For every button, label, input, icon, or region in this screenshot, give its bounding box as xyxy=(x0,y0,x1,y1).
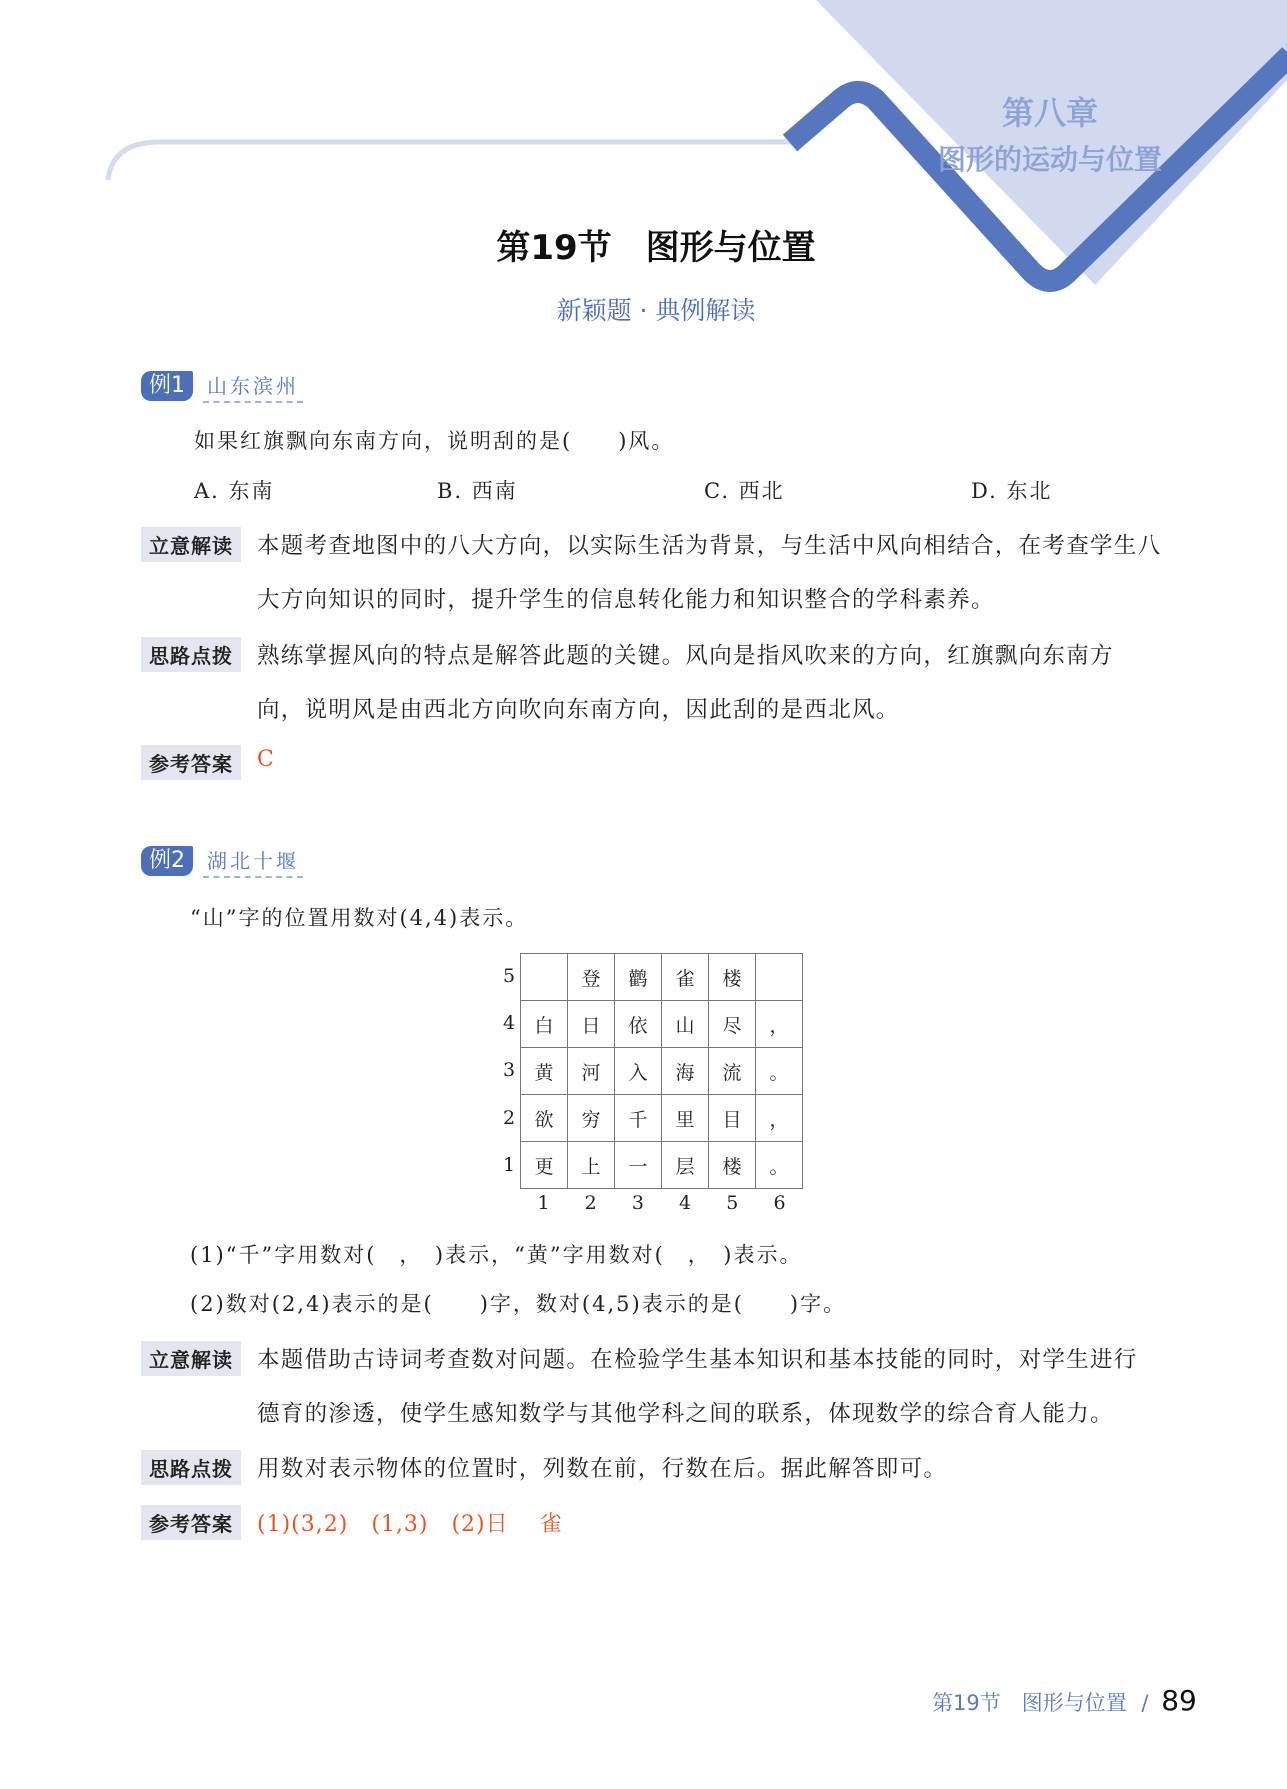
grid-cell: 千 xyxy=(615,1095,662,1142)
grid-cell: 雀 xyxy=(662,954,709,1001)
grid-cell: 上 xyxy=(568,1142,615,1189)
question: 如果红旗飘向东南方向，说明刮的是( )风。 xyxy=(194,429,675,453)
example-label: 例2 xyxy=(141,846,193,876)
hint-tag: 思路点拨 xyxy=(141,1450,241,1485)
intent-text: 德育的渗透，使学生感知数学与其他学科之间的联系，体现数学的综合育人能力。 xyxy=(257,1401,1114,1427)
grid-row xyxy=(521,1095,803,1142)
footer-separator: / xyxy=(1141,1691,1149,1715)
col-label: 6 xyxy=(773,1192,786,1214)
grid-cell: 层 xyxy=(662,1142,709,1189)
intent-tag: 立意解读 xyxy=(141,1341,241,1376)
example1-header xyxy=(141,371,303,401)
col-label: 4 xyxy=(679,1192,692,1214)
hint-text: 熟练掌握风向的特点是解答此题的关键。风向是指风吹来的方向，红旗飘向东南方 xyxy=(257,643,1114,669)
grid-row xyxy=(521,954,803,1001)
option-b: B. 西南 xyxy=(437,479,518,503)
grid-cell: 日 xyxy=(568,1001,615,1048)
col-label: 3 xyxy=(631,1192,644,1214)
example-label: 例1 xyxy=(141,371,193,401)
row-label: 5 xyxy=(503,965,516,987)
intent-text: 大方向知识的同时，提升学生的信息转化能力和知识整合的学科素养。 xyxy=(257,587,995,613)
row-label: 4 xyxy=(503,1012,516,1035)
poem-grid xyxy=(520,953,803,1189)
col-label: 2 xyxy=(584,1192,597,1214)
section-subtitle: 新颖题 · 典例解读 xyxy=(556,296,756,325)
grid-cell: 楼 xyxy=(709,954,756,1001)
grid-cell: 流 xyxy=(709,1048,756,1095)
grid-cell: 穷 xyxy=(568,1095,615,1142)
grid-cell: 依 xyxy=(615,1001,662,1048)
hint-text: 向，说明风是由西北方向吹向东南方向，因此刮的是西北风。 xyxy=(257,697,900,723)
page-footer xyxy=(932,1684,1197,1717)
grid-cell: 楼 xyxy=(709,1142,756,1189)
option-c: C. 西北 xyxy=(704,479,785,503)
grid-cell: 河 xyxy=(568,1048,615,1095)
question-1: (1)“千”字用数对( ， )表示，“黄”字用数对( ， )表示。 xyxy=(190,1243,803,1267)
example2-header xyxy=(141,846,303,876)
answer-text: (1)(3,2) (1,3) (2)日 雀 xyxy=(257,1512,563,1537)
grid-cell: 。 xyxy=(756,1048,803,1095)
answer-tag: 参考答案 xyxy=(141,745,241,780)
question-2: (2)数对(2,4)表示的是( )字，数对(4,5)表示的是( )字。 xyxy=(190,1292,847,1316)
option-d: D. 东北 xyxy=(971,479,1053,503)
example-source: 湖北十堰 xyxy=(203,845,303,878)
row-label: 2 xyxy=(503,1106,516,1129)
hint-text: 用数对表示物体的位置时，列数在前，行数在后。据此解答即可。 xyxy=(257,1456,948,1482)
grid-cell: 一 xyxy=(615,1142,662,1189)
grid-cell: 更 xyxy=(521,1142,568,1189)
col-label: 1 xyxy=(537,1192,550,1214)
chapter-number: 第八章 xyxy=(1001,94,1098,132)
grid-cell: ， xyxy=(756,1095,803,1142)
grid-cell: 黄 xyxy=(521,1048,568,1095)
grid-cell: 目 xyxy=(709,1095,756,1142)
answer-text: C xyxy=(257,747,275,772)
grid-cell: 山 xyxy=(662,1001,709,1048)
intent-text: 本题考查地图中的八大方向，以实际生活为背景，与生活中风向相结合，在考查学生八 xyxy=(257,533,1162,559)
grid-cell: 欲 xyxy=(521,1095,568,1142)
grid-cell: 里 xyxy=(662,1095,709,1142)
grid-cell: ， xyxy=(756,1001,803,1048)
grid-cell xyxy=(521,954,568,1001)
row-label: 3 xyxy=(503,1059,516,1082)
col-label: 5 xyxy=(726,1192,739,1214)
intent-text: 本题借助古诗词考查数对问题。在检验学生基本知识和基本技能的同时，对学生进行 xyxy=(257,1347,1138,1373)
grid-cell xyxy=(756,954,803,1001)
option-a: A. 东南 xyxy=(194,479,275,503)
intent-tag: 立意解读 xyxy=(141,527,241,562)
footer-section: 第19节 图形与位置 xyxy=(932,1691,1127,1715)
chapter-name: 图形的运动与位置 xyxy=(937,143,1162,176)
grid-row xyxy=(521,1048,803,1095)
grid-cell: 尽 xyxy=(709,1001,756,1048)
grid-cell: 入 xyxy=(615,1048,662,1095)
page-number: 89 xyxy=(1161,1684,1197,1717)
grid-row xyxy=(521,1142,803,1189)
grid-cell: 登 xyxy=(568,954,615,1001)
section-title: 第19节 图形与位置 xyxy=(496,228,816,268)
statement: “山”字的位置用数对(4,4)表示。 xyxy=(190,906,529,930)
grid-cell: 。 xyxy=(756,1142,803,1189)
example-source: 山东滨州 xyxy=(203,370,303,403)
hint-tag: 思路点拨 xyxy=(141,637,241,672)
answer-tag: 参考答案 xyxy=(141,1505,241,1540)
row-label: 1 xyxy=(503,1153,516,1176)
grid-cell: 鹳 xyxy=(615,954,662,1001)
grid-cell: 白 xyxy=(521,1001,568,1048)
grid-row xyxy=(521,1001,803,1048)
grid-cell: 海 xyxy=(662,1048,709,1095)
